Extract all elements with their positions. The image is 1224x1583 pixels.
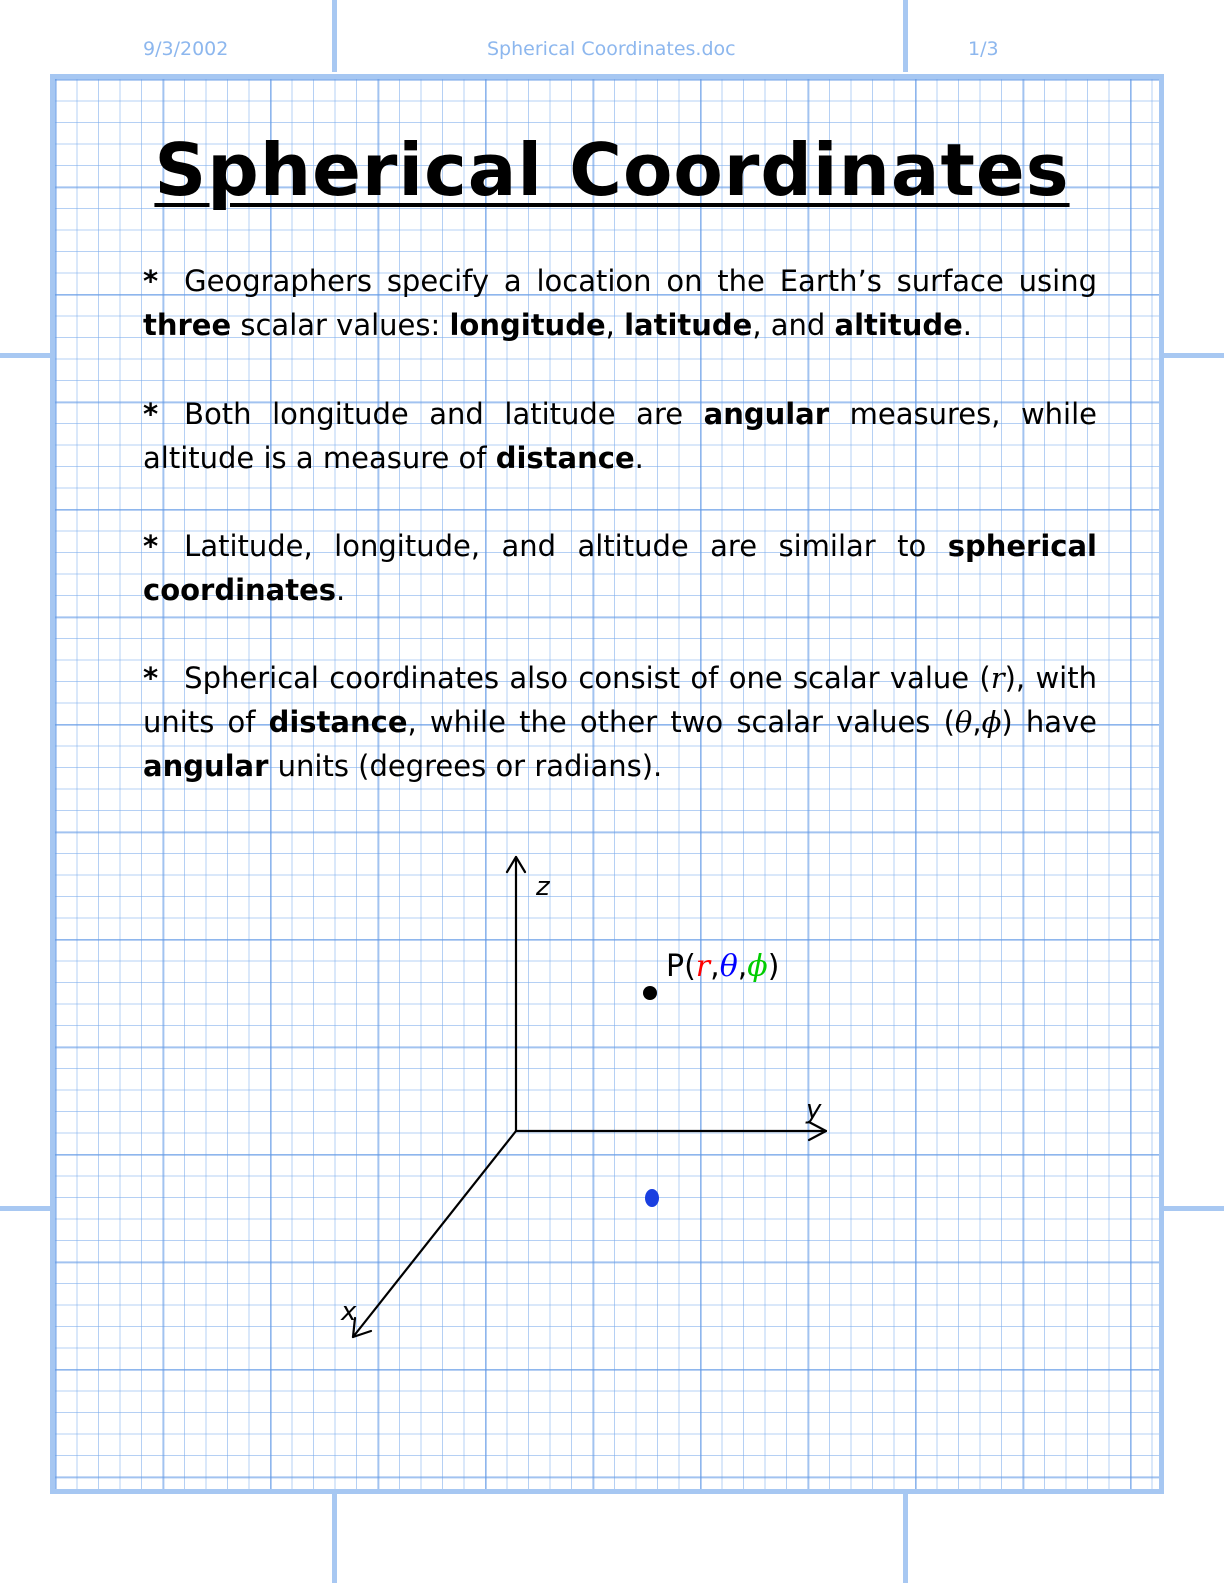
text-run: Both longitude and latitude are (184, 397, 704, 431)
term-altitude: altitude (834, 308, 963, 342)
header-filename: Spherical Coordinates.doc (487, 38, 736, 60)
symbol-phi: ϕ (981, 705, 1002, 739)
bullet-marker: * (143, 529, 159, 563)
text-run: Spherical coordinates also consist of one scalar value ( (184, 661, 991, 695)
point-label-prefix: P( (666, 949, 696, 984)
term-latitude: latitude (624, 308, 753, 342)
text-run: . (336, 573, 346, 607)
point-label-theta: θ (719, 949, 738, 984)
axis-label-y: y (806, 1095, 822, 1125)
point-label-suffix: ) (767, 949, 780, 984)
text-run: scalar values: (231, 308, 450, 342)
point-label-sep: , (710, 949, 720, 984)
text-run: Latitude, longitude, and altitude are similar to (184, 529, 948, 563)
term-spherical-coordinates: spherical coordinates (143, 529, 1097, 607)
text-run: , and (752, 308, 835, 342)
point-label-sep: , (737, 949, 748, 984)
text-run: ) have (1001, 705, 1098, 739)
text-run: Geographers specify a location on the Earth’s surface using (184, 264, 1097, 298)
symbol-r: r (990, 661, 1005, 695)
bullet-marker: * (143, 264, 159, 298)
term-angular: angular (703, 397, 830, 431)
bullet-marker: * (143, 397, 159, 431)
text-run: . (962, 308, 973, 342)
point-label-phi: ϕ (747, 949, 768, 984)
point-projection (645, 1189, 659, 1207)
point-p (643, 986, 657, 1000)
symbol-theta: θ (954, 705, 973, 739)
term-three: three (143, 308, 232, 342)
text-run: units (degrees or radians). (268, 749, 663, 783)
page-title: Spherical Coordinates (154, 128, 1070, 212)
text-run: , (972, 705, 982, 739)
header-page-number: 1/3 (968, 38, 999, 60)
term-distance: distance (268, 705, 408, 739)
text-run: measures, while altitude is a measure of (143, 397, 1098, 475)
text-run: . (634, 441, 644, 475)
axis-label-z: z (536, 872, 550, 902)
term-distance: distance (495, 441, 635, 475)
point-label-r: r (695, 949, 711, 984)
text-run: ), with units of (143, 661, 1097, 739)
text-run: , while the other two scalar values ( (407, 705, 955, 739)
x-axis-line (353, 1131, 516, 1337)
bullet-marker: * (143, 661, 159, 695)
point-label (666, 949, 779, 984)
header-date: 9/3/2002 (143, 38, 229, 60)
term-angular: angular (143, 749, 269, 783)
text-run: , (605, 308, 625, 342)
axis-label-x: x (341, 1297, 357, 1327)
term-longitude: longitude (449, 308, 606, 342)
